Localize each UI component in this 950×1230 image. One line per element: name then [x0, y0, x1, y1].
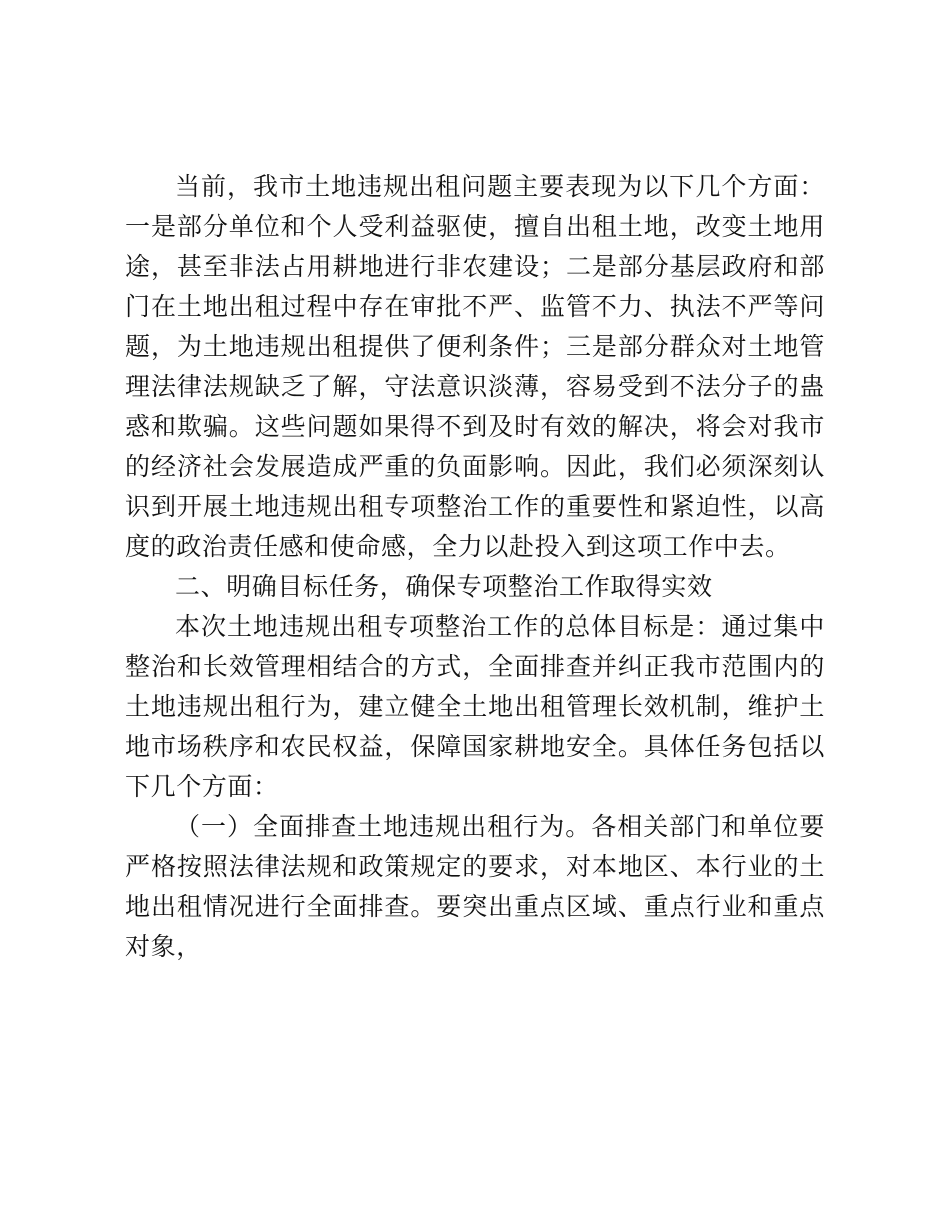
section-heading-2: 二、明确目标任务，确保专项整治工作取得实效 — [175, 572, 713, 601]
paragraph-current-problems: 当前，我市土地违规出租问题主要表现为以下几个方面：一是部分单位和个人受利益驱使，擅自出租土地，改变土地用途，甚至非法占用耕地进行非农建设；二是部分基层政府和部门在土地出租过程中存在审批不严、监管不力、执法不严等问题，为土地违规出租提供了便利条件；三是部分群众对土地管理法律法规缺乏了解，守法意识淡薄，容易受到不法分子的蛊惑和欺骗。这些问题如果得不到及时有效的解决，将会对我市的经济社会发展造成严重的负面影响。因此，我们必须深刻认识到开展土地违规出租专项整治工作的重要性和紧迫性，以高度的政治责任感和使命感，全力以赴投入到这项工作中去。 — [125, 172, 825, 561]
paragraph-overall-goal: 本次土地违规出租专项整治工作的总体目标是：通过集中整治和长效管理相结合的方式，全面排查并纠正我市范围内的土地违规出租行为，建立健全土地出租管理长效机制，维护土地市场秩序和农民权益，保障国家耕地安全。具体任务包括以下几个方面： — [125, 612, 825, 801]
document-body — [125, 167, 825, 967]
paragraph-task-1: （一）全面排查土地违规出租行为。各相关部门和单位要严格按照法律法规和政策规定的要求，对本地区、本行业的土地出租情况进行全面排查。要突出重点区域、重点行业和重点对象， — [125, 812, 825, 961]
